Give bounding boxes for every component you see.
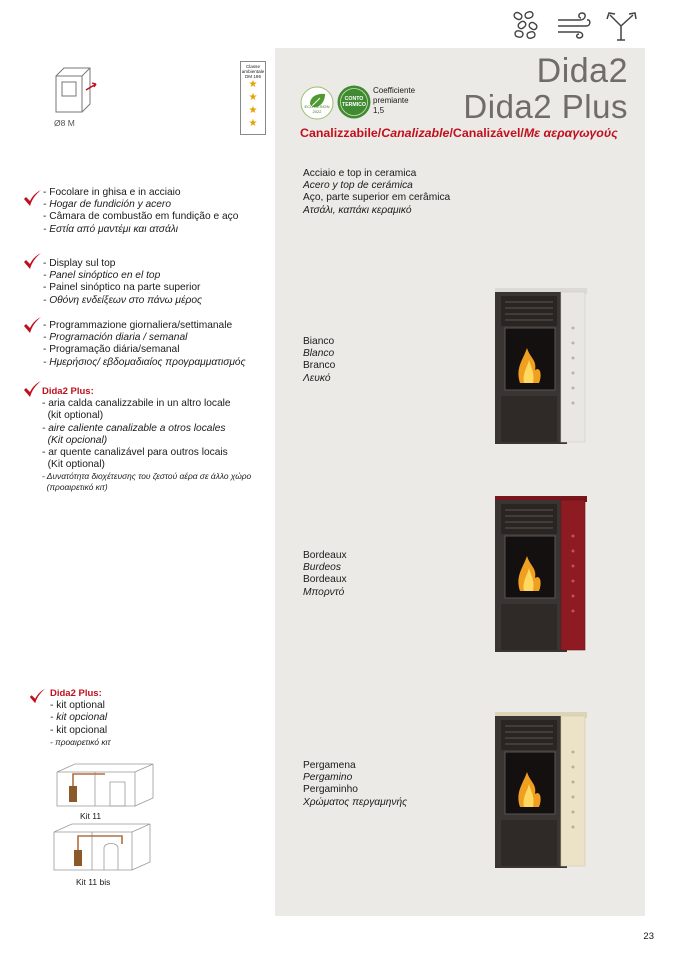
color-line-it: Bianco: [303, 336, 335, 347]
kit-line: - kit optional: [50, 700, 105, 712]
plus-line: (Kit optional): [42, 459, 105, 471]
feature-line-it: - Focolare in ghisa e in acciaio: [43, 187, 181, 198]
kit-11-label: Kit 11: [80, 811, 102, 821]
star-icon: ★: [248, 105, 258, 116]
subtitle-sep: /: [449, 126, 453, 140]
checkmark-icon: [22, 252, 42, 277]
environment-class-label: Classe ambientale DM 186: [241, 64, 265, 79]
stove-image-bordeaux: [495, 496, 587, 661]
stove-image-white: [495, 288, 587, 453]
star-icon: ★: [248, 92, 258, 103]
flue-outlet-diagram: [54, 66, 102, 121]
color-line-it: Bordeaux: [303, 550, 347, 561]
feature-line-it: - Programmazione giornaliera/settimanale: [43, 320, 233, 331]
subtitle-gr: Με αεραγωγούς: [523, 126, 618, 140]
color-line-es: Pergamino: [303, 772, 353, 784]
checkmark-icon: [22, 316, 42, 341]
kit-11-illustration: [55, 762, 155, 813]
kit-block: [50, 688, 111, 748]
color-line-gr: Λευκό: [303, 372, 331, 384]
kit-11-bis-label: Kit 11 bis: [76, 877, 111, 887]
plus-line: - Δυνατότητα διοχέτευσης του ζεστού αέρα σε άλλο χώρο: [42, 471, 252, 482]
plus-feature-block: [42, 386, 251, 493]
star-icon: ★: [248, 118, 258, 129]
color-line-pt: Branco: [303, 360, 336, 372]
star-rating: [241, 78, 265, 130]
coefficient-line: Coefficiente: [373, 86, 416, 95]
feature-line-gr: - Εστία από μαντέμι και ατσάλι: [43, 223, 179, 235]
feature-firebox: [43, 187, 238, 236]
air-flow-icon: [556, 10, 594, 45]
stove-image-parchment: [495, 712, 587, 877]
pellet-icon: [510, 10, 542, 45]
eco-design-badge: [300, 86, 334, 125]
kit-11-bis-illustration: [52, 822, 152, 877]
kit-line: - kit opcional: [50, 724, 108, 736]
coefficient-line: premiante: [373, 96, 409, 105]
feature-programming: [43, 320, 246, 369]
eco-design-label: ECO DESIGN 2022: [304, 104, 330, 114]
color-line-it: Pergamena: [303, 760, 356, 771]
feature-line-it: - Display sul top: [43, 258, 116, 269]
material-line-it: Acciaio e top in ceramica: [303, 168, 417, 179]
color-line-es: Burdeos: [303, 562, 341, 574]
coefficient-text: [373, 86, 415, 116]
checkmark-icon: [28, 688, 46, 711]
conto-termico-badge: [337, 85, 371, 124]
color-line-gr: Χρώματος περγαμηνής: [303, 796, 408, 808]
plus-line: - ar quente canalizável para outros locais: [42, 447, 228, 459]
product-title: Dida2: [536, 52, 628, 90]
feature-line-gr: - Ημερήσιος/ εβδομαδιαίος προγραμματισμός: [43, 356, 246, 368]
feature-line-es: - Programación diaria / semanal: [43, 332, 188, 344]
material-line-es: Acero y top de cerámica: [303, 180, 413, 192]
plus-line: (Kit opcional): [42, 434, 108, 446]
product-title-plus: Dida2 Plus: [463, 88, 628, 125]
subtitle-pt: Canalizável/: [452, 126, 524, 140]
plus-line: (προαιρετικό κιτ): [42, 482, 108, 493]
feature-line-gr: - Οθόνη ενδείξεων στο πάνω μέρος: [43, 294, 202, 306]
feature-line-pt: - Programação diária/semanal: [43, 344, 180, 356]
feature-line-pt: - Painel sinóptico na parte superior: [43, 282, 201, 294]
checkmark-icon: [22, 189, 42, 214]
coefficient-line: 1,5: [373, 106, 385, 115]
color-line-es: Blanco: [303, 348, 335, 360]
plus-line: - aria calda canalizzabile in un altro locale: [42, 398, 231, 410]
feature-display: [43, 258, 202, 307]
material-line-gr: Ατσάλι, καπάκι κεραμικό: [303, 204, 412, 216]
feature-line-es: - Hogar de fundición y acero: [43, 199, 171, 211]
color-line-pt: Pergaminho: [303, 784, 358, 796]
kit-line: - προαιρετικό κιτ: [50, 736, 111, 747]
star-icon: ★: [248, 79, 258, 90]
subtitle-es: Canalizable: [381, 126, 450, 140]
flue-diameter-label: Ø8 M: [54, 118, 75, 128]
material-line-pt: Aço, parte superior em cerâmica: [303, 192, 451, 204]
environment-class-badge: [240, 61, 266, 135]
color-label-parchment: [303, 760, 407, 809]
color-line-pt: Bordeaux: [303, 574, 347, 586]
checkmark-icon: [22, 380, 42, 405]
feature-line-pt: - Câmara de combustão em fundição e aço: [43, 211, 239, 223]
ducted-subtitle: [300, 126, 618, 140]
plus-line: - aire caliente canalizable a otros locales: [42, 422, 226, 434]
color-label-bordeaux: [303, 550, 347, 599]
color-label-white: [303, 336, 335, 385]
plus-title: Dida2 Plus:: [42, 386, 94, 397]
plus-line: (kit optional): [42, 410, 104, 422]
kit-line: - kit opcional: [50, 712, 108, 724]
page-number: 23: [643, 931, 654, 942]
color-line-gr: Μπορντό: [303, 586, 345, 598]
ducting-icon: [604, 10, 640, 47]
kit-title: Dida2 Plus:: [50, 688, 102, 699]
conto-termico-label: CONTO TERMICO: [342, 96, 366, 108]
subtitle-it: Canalizzabile/: [300, 126, 382, 140]
feature-line-es: - Panel sinóptico en el top: [43, 270, 161, 282]
material-description: [303, 168, 450, 217]
